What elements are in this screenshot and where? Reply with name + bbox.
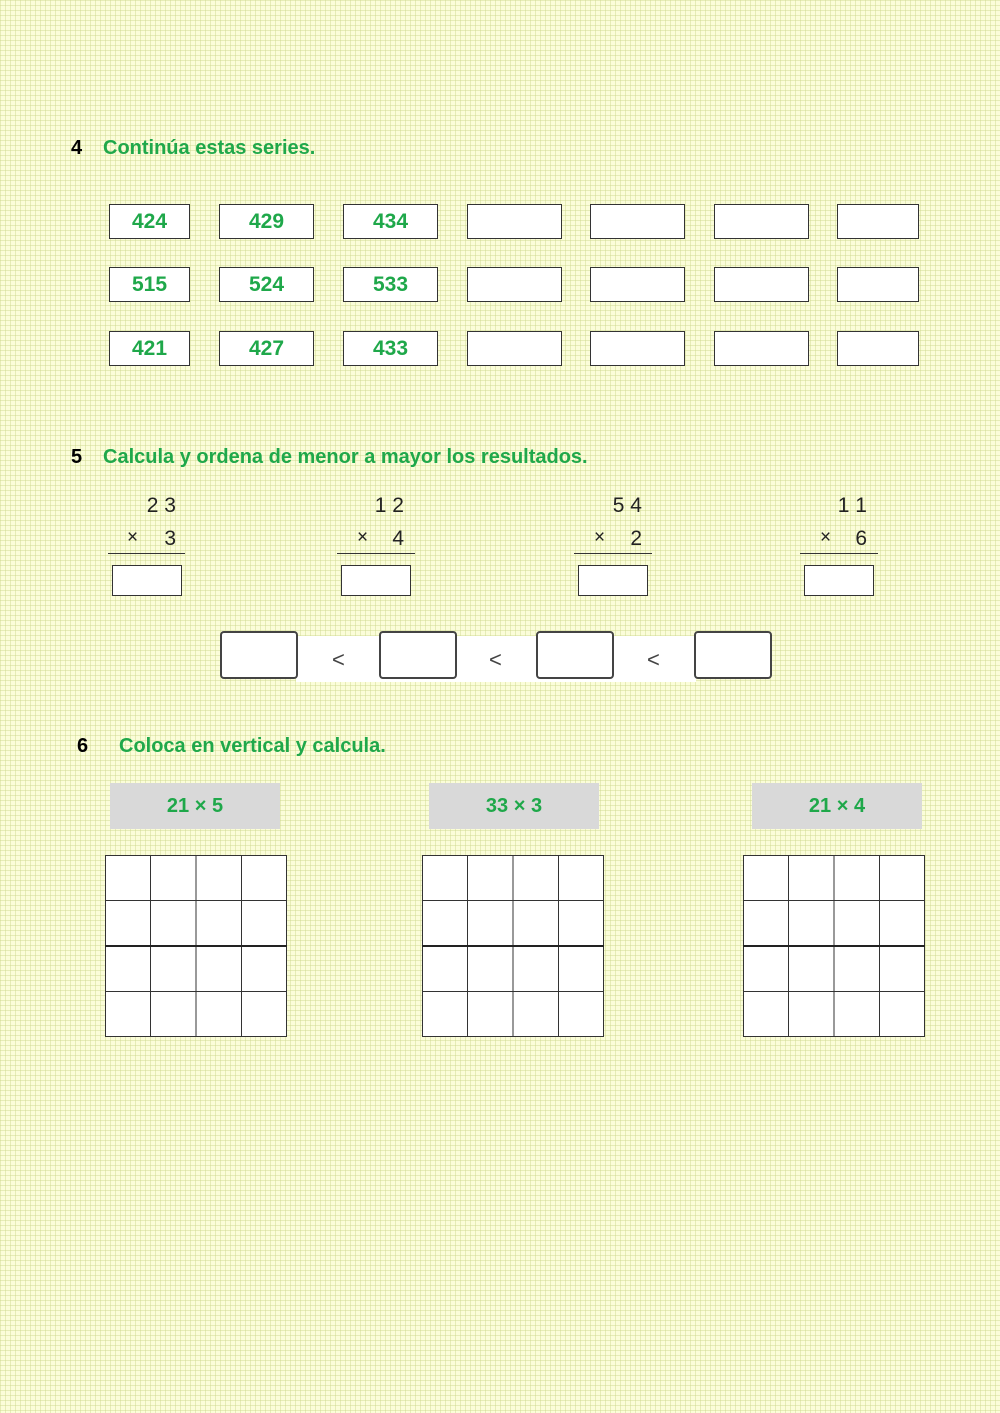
multiplier: 6 <box>855 527 867 550</box>
multiplicand: 1 1 <box>837 494 867 517</box>
series-answer-box[interactable] <box>467 204 562 239</box>
section-6-title: Coloca en vertical y calcula. <box>119 735 386 757</box>
section-5-title: Calcula y ordena de menor a mayor los resultados. <box>103 446 588 468</box>
times-sign: × <box>820 527 832 548</box>
multiplier: 3 <box>164 527 176 550</box>
section-5-number: 5 <box>71 446 83 468</box>
calculation-grid[interactable] <box>105 855 287 1037</box>
section-4-number: 4 <box>71 137 83 159</box>
problem-label: 33 × 3 <box>429 783 599 829</box>
less-than-sign: < <box>332 647 345 672</box>
series-cell: 429 <box>219 204 314 239</box>
series-answer-box[interactable] <box>714 267 809 302</box>
calculation-grid[interactable] <box>422 855 604 1037</box>
times-sign: × <box>357 527 369 548</box>
series-answer-box[interactable] <box>590 267 685 302</box>
result-answer-box[interactable] <box>112 565 182 596</box>
multiplicand: 5 4 <box>612 494 642 517</box>
series-cell: 427 <box>219 331 314 366</box>
series-answer-box[interactable] <box>837 267 919 302</box>
order-answer-box-3[interactable] <box>536 631 614 679</box>
times-sign: × <box>594 527 606 548</box>
series-cell: 434 <box>343 204 438 239</box>
series-cell: 421 <box>109 331 190 366</box>
section-6-number: 6 <box>77 735 89 757</box>
multiplier: 4 <box>392 527 404 550</box>
series-cell: 424 <box>109 204 190 239</box>
less-than-sign: < <box>489 647 502 672</box>
result-line <box>337 553 415 554</box>
problem-label: 21 × 5 <box>110 783 280 829</box>
series-answer-box[interactable] <box>837 331 919 366</box>
result-answer-box[interactable] <box>804 565 874 596</box>
problem-label: 21 × 4 <box>752 783 922 829</box>
series-answer-box[interactable] <box>714 204 809 239</box>
series-cell: 433 <box>343 331 438 366</box>
order-answer-box-4[interactable] <box>694 631 772 679</box>
multiplicand: 1 2 <box>374 494 404 517</box>
result-line <box>574 553 652 554</box>
order-answer-box-1[interactable] <box>220 631 298 679</box>
order-answer-box-2[interactable] <box>379 631 457 679</box>
times-sign: × <box>127 527 139 548</box>
less-than-sign: < <box>647 647 660 672</box>
series-answer-box[interactable] <box>590 331 685 366</box>
section-4-title: Continúa estas series. <box>103 137 316 159</box>
series-answer-box[interactable] <box>590 204 685 239</box>
series-answer-box[interactable] <box>467 267 562 302</box>
calculation-grid[interactable] <box>743 855 925 1037</box>
series-answer-box[interactable] <box>714 331 809 366</box>
series-cell: 533 <box>343 267 438 302</box>
multiplicand: 2 3 <box>146 494 176 517</box>
multiplier: 2 <box>630 527 642 550</box>
result-line <box>800 553 878 554</box>
series-answer-box[interactable] <box>837 204 919 239</box>
result-line <box>108 553 185 554</box>
result-answer-box[interactable] <box>341 565 411 596</box>
series-cell: 524 <box>219 267 314 302</box>
series-cell: 515 <box>109 267 190 302</box>
series-answer-box[interactable] <box>467 331 562 366</box>
result-answer-box[interactable] <box>578 565 648 596</box>
